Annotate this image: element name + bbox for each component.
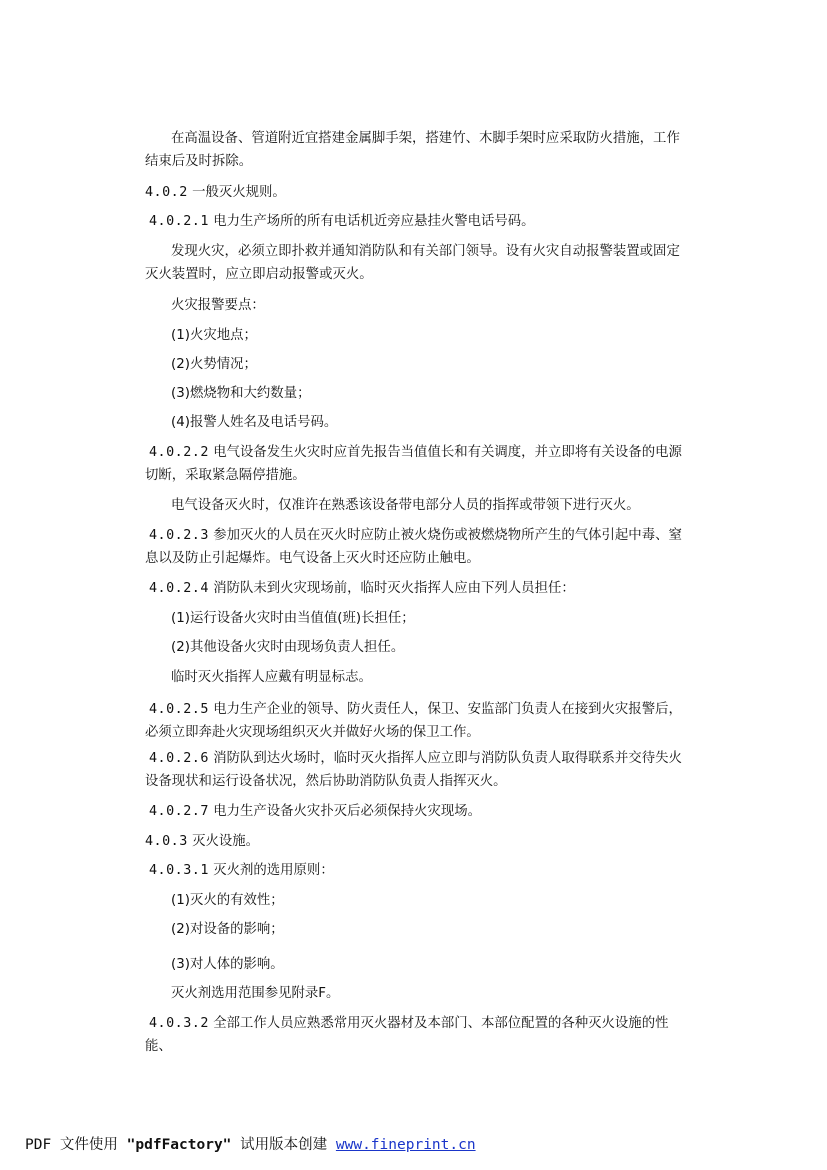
footer-middle: 试用版本创建 — [231, 1137, 336, 1153]
paragraph-18: 4.0.2.7 电力生产设备火灾扑灭后必须保持火灾现场。 — [149, 804, 482, 819]
paragraph-3: 发现火灾，必须立即扑救并通知消防队和有关部门领导。设有火灾自动报警装置或固定灭火装置时，应立即启动报警或灭火。 — [145, 244, 680, 282]
paragraph-9: 4.0.2.2 电气设备发生火灾时应首先报告当值值长和有关调度，并立即将有关设备的电源切断，采取紧急隔停措施。 — [145, 445, 682, 483]
paragraph-19: 4.0.3 灭火设施。 — [145, 834, 260, 849]
paragraph-13: (1)运行设备火灾时由当值值(班)长担任； — [171, 611, 415, 626]
paragraph-22: (2)对设备的影响； — [171, 922, 284, 937]
paragraph-14: (2)其他设备火灾时由现场负责人担任。 — [171, 640, 405, 655]
paragraph-16: 4.0.2.5 电力生产企业的领导、防火责任人，保卫、安监部门负责人在接到火灾报警后，必须立即奔赴火灾现场组织灭火并做好火场的保卫工作。 — [145, 702, 682, 740]
paragraph-2: 4.0.2.1 电力生产场所的所有电话机近旁应悬挂火警电话号码。 — [149, 214, 535, 229]
paragraph-12: 4.0.2.4 消防队未到火灾现场前，临时灭火指挥人应由下列人员担任： — [149, 581, 575, 596]
pdf-footer — [25, 1135, 476, 1155]
paragraph-20: 4.0.3.1 灭火剂的选用原则： — [149, 863, 334, 878]
paragraph-4: 火灾报警要点： — [171, 298, 265, 313]
paragraph-5: (1)火灾地点； — [171, 328, 257, 343]
paragraph-0: 在高温设备、管道附近宜搭建金属脚手架，搭建竹、木脚手架时应采取防火措施，工作结束后及时拆除。 — [145, 131, 680, 169]
paragraph-17: 4.0.2.6 消防队到达火场时，临时灭火指挥人应立即与消防队负责人取得联系并交待失火设备现状和运行设备状况，然后协助消防队负责人指挥灭火。 — [145, 751, 682, 789]
paragraph-24: 灭火剂选用范围参见附录F。 — [171, 986, 340, 1001]
paragraph-23: (3)对人体的影响。 — [171, 957, 284, 972]
paragraph-10: 电气设备灭火时，仅准许在熟悉该设备带电部分人员的指挥或带领下进行灭火。 — [171, 498, 640, 513]
paragraph-8: (4)报警人姓名及电话号码。 — [171, 415, 338, 430]
paragraph-6: (2)火势情况； — [171, 357, 257, 372]
paragraph-1: 4.0.2 一般灭火规则。 — [145, 185, 286, 200]
paragraph-25: 4.0.3.2 全部工作人员应熟悉常用灭火器材及本部门、本部位配置的各种灭火设施的性能、 — [145, 1016, 669, 1054]
paragraph-15: 临时灭火指挥人应戴有明显标志。 — [171, 670, 372, 685]
footer-prefix: PDF 文件使用 — [25, 1137, 127, 1153]
paragraph-21: (1)灭火的有效性； — [171, 893, 284, 908]
fineprint-link[interactable]: www.fineprint.cn — [335, 1137, 476, 1153]
paragraph-7: (3)燃烧物和大约数量； — [171, 386, 311, 401]
paragraph-11: 4.0.2.3 参加灭火的人员在灭火时应防止被火烧伤或被燃烧物所产生的气体引起中毒、窒息以及防止引起爆炸。电气设备上灭火时还应防止触电。 — [145, 528, 682, 566]
footer-product: "pdfFactory" — [126, 1137, 232, 1153]
